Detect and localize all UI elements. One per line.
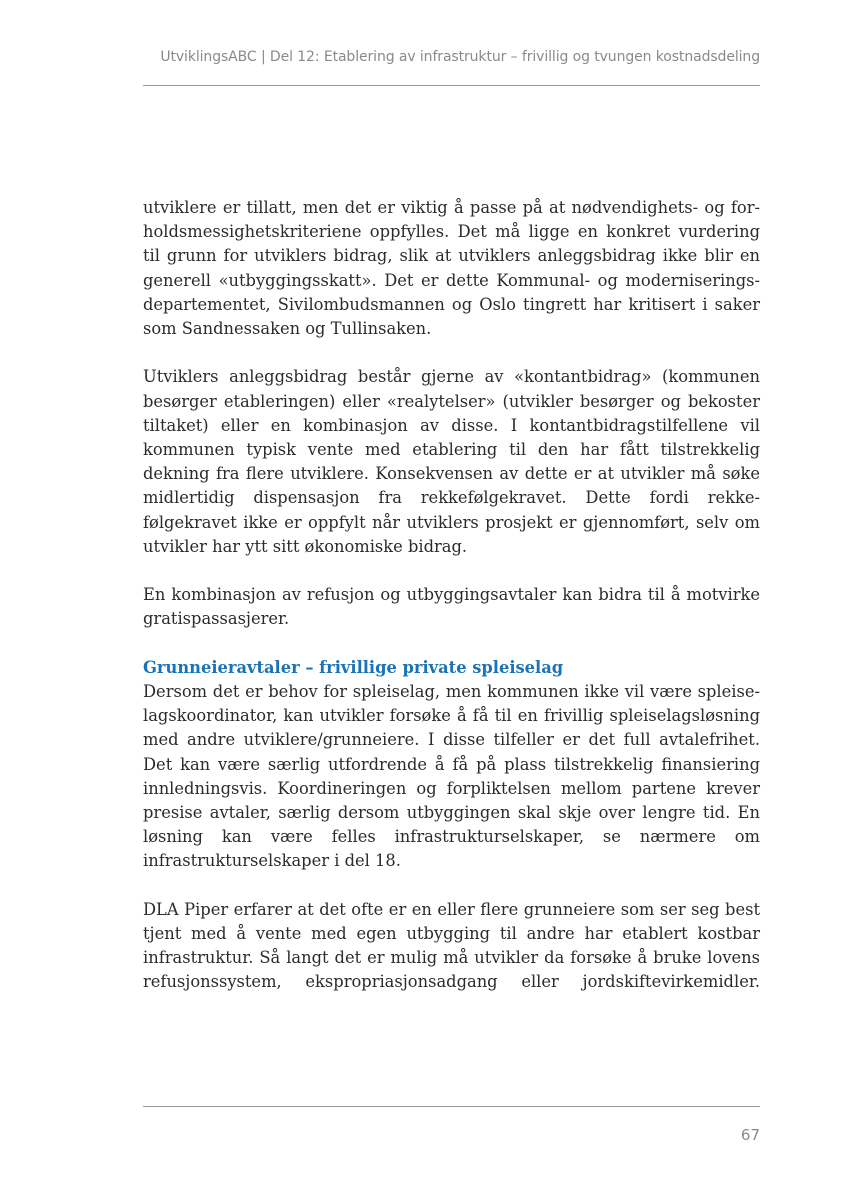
body-text [143, 196, 760, 1019]
paragraph: DLA Piper erfarer at det ofte er en eller flere grunneiere som ser seg best tjent med å vente med egen utbygging til andre har etablert kostbar infrastruktur. Så langt det er mulig må utvikler da forsøke å bruke lovens refusjonssystem, ekspropriasjonsadgang eller jordskiftevirkemidler. [143, 899, 760, 992]
section-heading: Grunneieravtaler – frivillige private spleiselag [143, 657, 564, 677]
paragraph: En kombinasjon av refusjon og utbyggingsavtaler kan bidra til å motvirke gratispassasjerer. [143, 585, 760, 629]
paragraph: Dersom det er behov for spleiselag, men kommunen ikke vil være spleiselagskoordinator, kan utvikler forsøke å få til en frivillig spleiselagsløsning med andre utviklere/grunneiere. I disse tilfeller er det full avtalefrihet. Det kan være særlig utfordrende å få på plass tilstrekkelig finansiering innledningsvis. Koordineringen og forpliktelsen mellom partene krever presise avtaler, særlig dersom utbyggingen skal skje over lengre tid. En løsning kan være felles infrastrukturselskaper, se nærmere om infrastrukturselskaper i del 18. [143, 682, 760, 871]
paragraph: Utviklers anleggsbidrag består gjerne av «kontantbidrag» (kommunen besørger etableringen) eller «realytelser» (utvikler besørger og bekoster tiltaket) eller en kombinasjon av disse. I kontantbidragstilfellene vil kommunen typisk vente med etablering til den har fått tilstrekkelig dekning fra flere utviklere. Konsekvensen av dette er at utvikler må søke midlertidig dispensasjon fra rekkefølgekravet. Dette fordi rekkefølgekravet ikke er oppfylt når utviklers prosjekt er gjennomført, selv om utvikler har ytt sitt økonomiske bidrag. [143, 367, 760, 556]
running-header: UtviklingsABC | Del 12: Etablering av infrastruktur – frivillig og tvungen kostnadsdeling [160, 49, 760, 65]
header-divider [143, 85, 760, 86]
footer-divider [143, 1106, 760, 1107]
page-number: 67 [740, 1126, 760, 1144]
paragraph: utviklere er tillatt, men det er viktig å passe på at nødvendighets- og forholdsmessighetskriteriene oppfylles. Det må ligge en konkret vurdering til grunn for utviklers bidrag, slik at utviklers anleggsbidrag ikke blir en generell «utbyggingsskatt». Det er dette Kommunal- og moderniseringsdepartementet, Sivilombudsmannen og Oslo tingrett har kritisert i saker som Sandnessaken og Tullinsaken. [143, 198, 760, 339]
